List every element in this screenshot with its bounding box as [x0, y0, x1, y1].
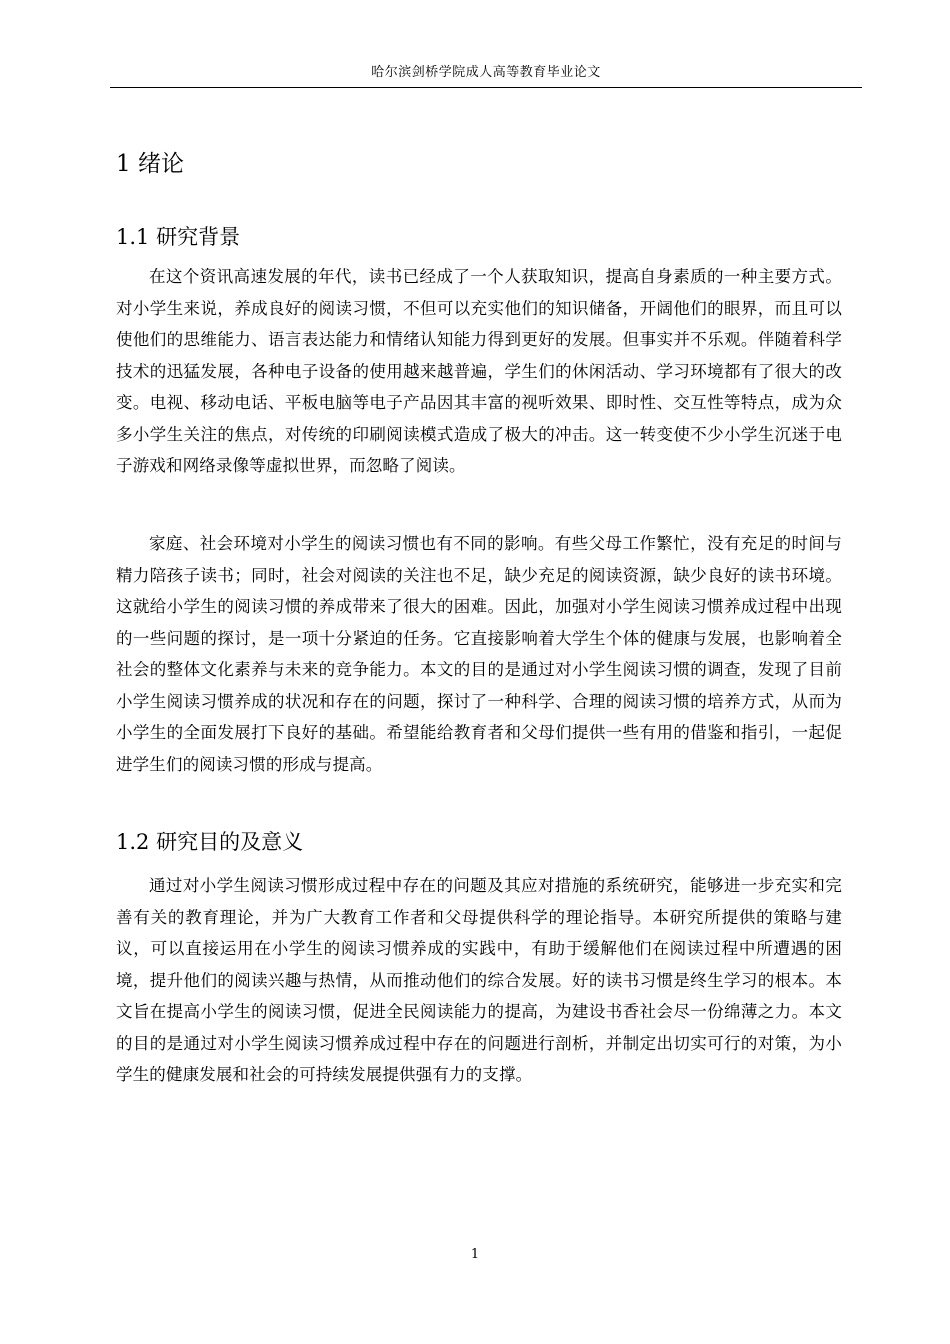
paragraph: 家庭、社会环境对小学生的阅读习惯也有不同的影响。有些父母工作繁忙，没有充足的时间与精力陪孩子读书；同时，社会对阅读的关注也不足，缺少充足的阅读资源，缺少良好的读书环境。这就给小学生的阅读习惯的养成带来了很大的困难。因此，加强对小学生阅读习惯养成过程中出现的一些问题的探讨，是一项十分紧迫的任务。它直接影响着大学生个体的健康与发展，也影响着全社会的整体文化素养与未来的竞争能力。本文的目的是通过对小学生阅读习惯的调查，发现了目前小学生阅读习惯养成的状况和存在的问题，探讨了一种科学、合理的阅读习惯的培养方式，从而为小学生的全面发展打下良好的基础。希望能给教育者和父母们提供一些有用的借鉴和指引，一起促进学生们的阅读习惯的形成与提高。: [116, 534, 842, 774]
paragraph: 通过对小学生阅读习惯形成过程中存在的问题及其应对措施的系统研究，能够进一步充实和完善有关的教育理论，并为广大教育工作者和父母提供科学的理论指导。本研究所提供的策略与建议，可以直接运用在小学生的阅读习惯养成的实践中，有助于缓解他们在阅读过程中所遭遇的困境，提升他们的阅读兴趣与热情，从而推动他们的综合发展。好的读书习惯是终生学习的根本。本文旨在提高小学生的阅读习惯，促进全民阅读能力的提高，为建设书香社会尽一份绵薄之力。本文的目的是通过对小学生阅读习惯养成过程中存在的问题进行剖析，并制定出切实可行的对策，为小学生的健康发展和社会的可持续发展提供强有力的支撑。: [116, 876, 842, 1084]
section-title-purpose: 1.2 研究目的及意义: [116, 830, 304, 854]
paragraph: 在这个资讯高速发展的年代，读书已经成了一个人获取知识，提高自身素质的一种主要方式。对小学生来说，养成良好的阅读习惯，不但可以充实他们的知识储备，开阔他们的眼界，而且可以使他们的思维能力、语言表达能力和情绪认知能力得到更好的发展。但事实并不乐观。伴随着科学技术的迅猛发展，各种电子设备的使用越来越普遍，学生们的休闲活动、学习环境都有了很大的改变。电视、移动电话、平板电脑等电子产品因其丰富的视听效果、即时性、交互性等特点，成为众多小学生关注的焦点，对传统的印刷阅读模式造成了极大的冲击。这一转变使不少小学生沉迷于电子游戏和网络录像等虚拟世界，而忽略了阅读。: [116, 267, 842, 475]
page-number: 1: [470, 1247, 480, 1262]
chapter-title: 1 绪论: [116, 151, 184, 177]
running-header: 哈尔滨剑桥学院成人高等教育毕业论文: [371, 65, 601, 80]
section-title-background: 1.1 研究背景: [116, 225, 241, 249]
header-rule: [110, 87, 862, 88]
